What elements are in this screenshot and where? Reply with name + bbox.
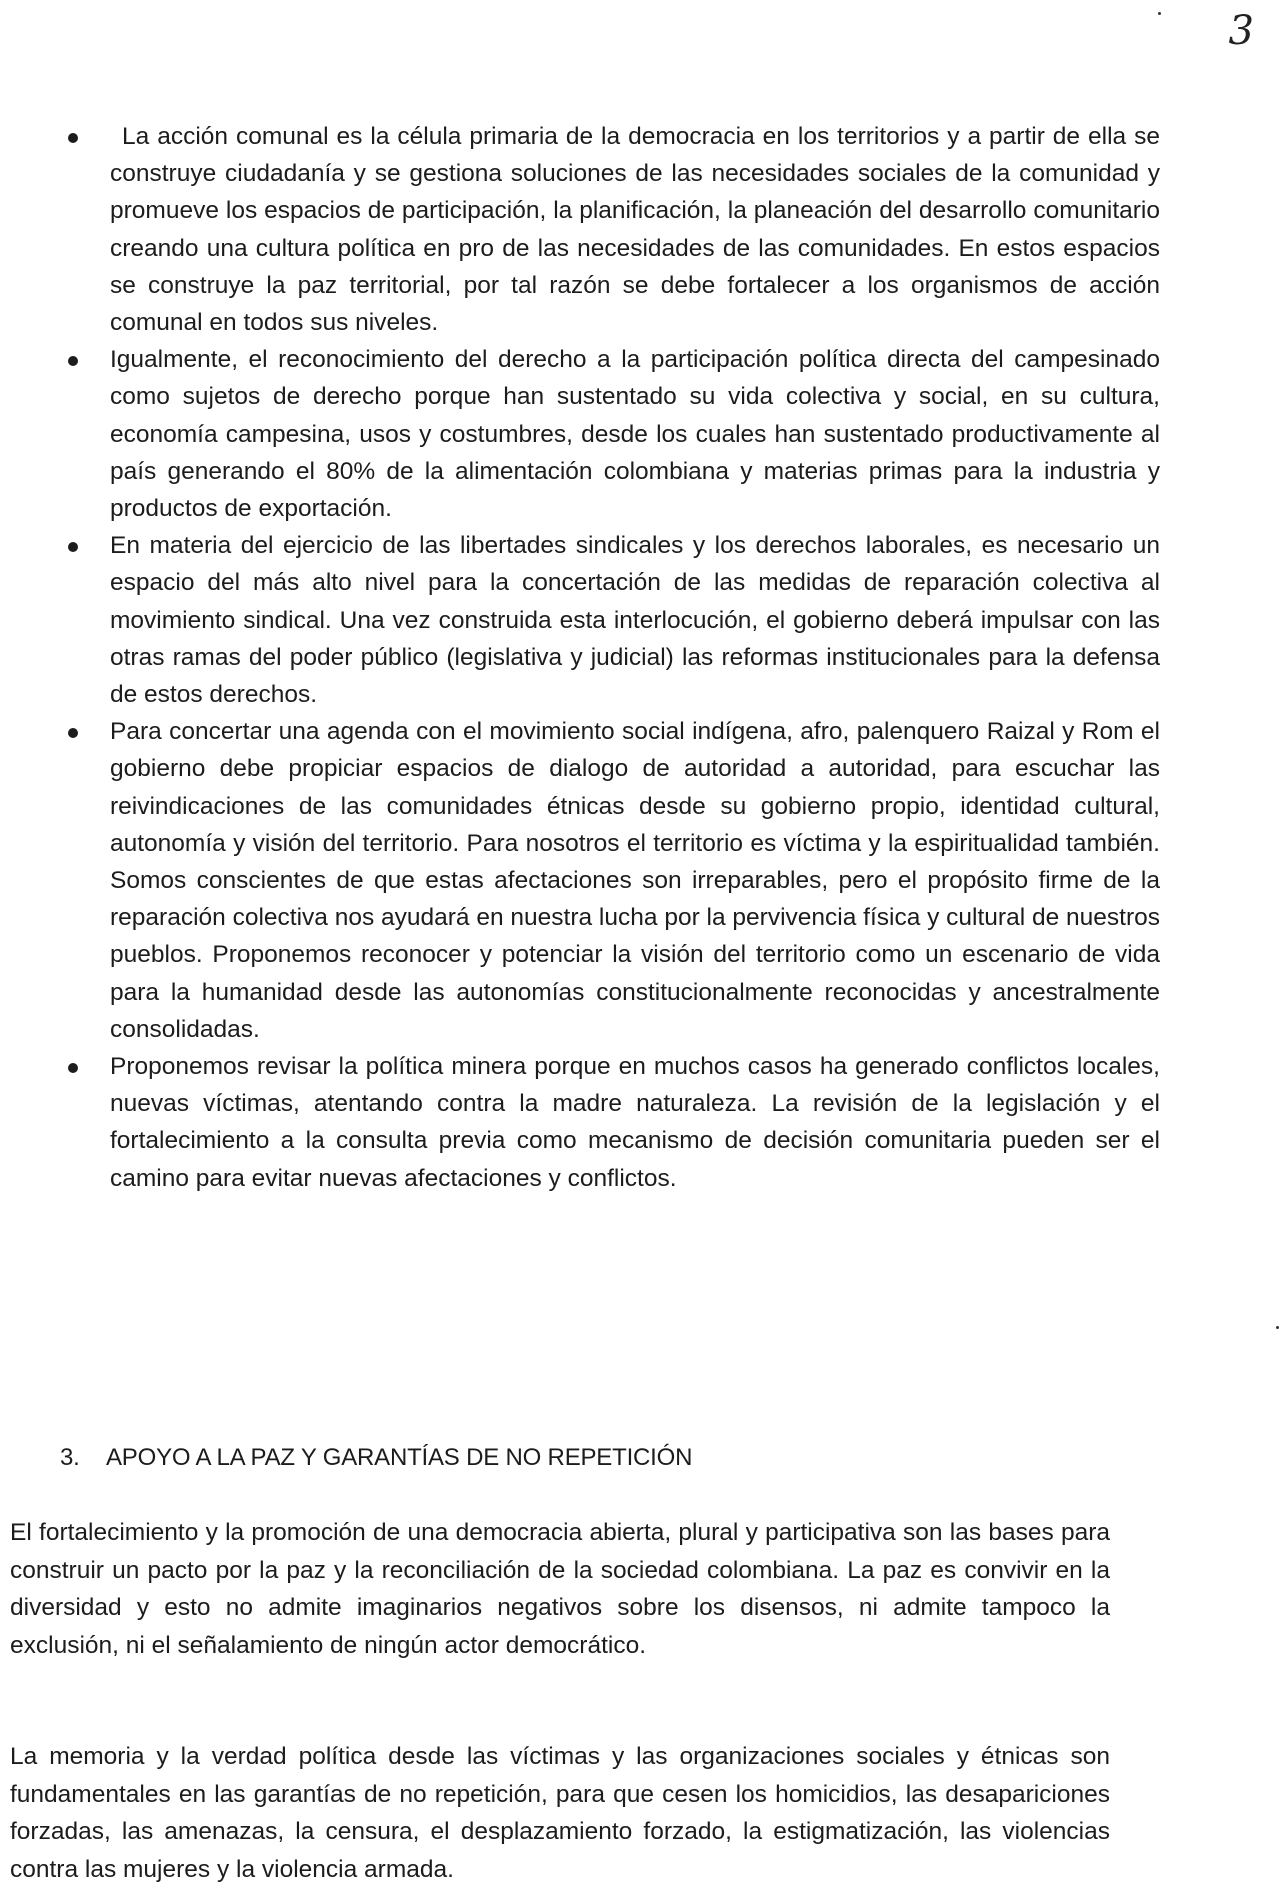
bullet-text: La acción comunal es la célula primaria de la democracia en los territorios y a partir de ella se construye ciudadanía y se gestiona soluciones de las necesidades sociales de la comunidad y promueve los espacios de participación, la planificación, la planeación del desarrollo comunitario creando una cultura política en pro de las necesidades de las comunidades. En estos espacios se construye la paz territorial, por tal razón se debe fortalecer a los organismos de acción comunal en todos sus niveles. <box>110 123 1160 337</box>
scan-speck <box>1276 1326 1279 1329</box>
bullet-item <box>60 118 1160 341</box>
bullet-dot-icon <box>68 356 78 366</box>
bullet-list <box>60 118 1160 1197</box>
bullet-dot-icon <box>68 133 78 143</box>
bullet-item <box>60 341 1160 527</box>
bullet-item <box>60 527 1160 713</box>
body-paragraph: La memoria y la verdad política desde las víctimas y las organizaciones sociales y étnicas son fundamentales en las garantías de no repetición, para que cesen los homicidios, las desapariciones forzadas, las amenazas, la censura, el desplazamiento forzado, la estigmatización, las violencias contra las mujeres y la violencia armada. <box>10 1743 1110 1883</box>
page-number: 3 <box>1228 8 1254 54</box>
bullet-dot-icon <box>68 1063 78 1073</box>
section-heading <box>60 1444 1160 1472</box>
bullet-text: Proponemos revisar la política minera porque en muchos casos ha generado conflictos locales, nuevas víctimas, atentando contra la madre naturaleza. La revisión de la legislación y el fortalecimiento a la consulta previa como mecanismo de decisión comunitaria pueden ser el camino para evitar nuevas afectaciones y conflictos. <box>110 1053 1160 1192</box>
scan-speck <box>1158 12 1161 15</box>
bullet-text: Igualmente, el reconocimiento del derecho a la participación política directa del campesinado como sujetos de derecho porque han sustentado su vida colectiva y social, en su cultura, economía campesina, usos y costumbres, desde los cuales han sustentado productivamente al país generando el 80% de la alimentación colombiana y materias primas para la industria y productos de exportación. <box>110 346 1160 523</box>
section-title: APOYO A LA PAZ Y GARANTÍAS DE NO REPETICIÓN <box>106 1444 693 1471</box>
bullet-item <box>60 1048 1160 1197</box>
bullet-dot-icon <box>68 728 78 738</box>
body-paragraph: El fortalecimiento y la promoción de una democracia abierta, plural y participativa son las bases para construir un pacto por la paz y la reconciliación de la sociedad colombiana. La paz es convivir en la diversidad y esto no admite imaginarios negativos sobre los disensos, ni admite tampoco la exclusión, ni el señalamiento de ningún actor democrático. <box>10 1519 1110 1659</box>
bullet-text: Para concertar una agenda con el movimiento social indígena, afro, palenquero Raizal y Rom el gobierno debe propiciar espacios de dialogo de autoridad a autoridad, para escuchar las reivindicaciones de las comunidades étnicas desde su gobierno propio, identidad cultural, autonomía y visión del territorio. Para nosotros el territorio es víctima y la espiritualidad también. Somos conscientes de que estas afectaciones son irreparables, pero el propósito firme de la reparación colectiva nos ayudará en nuestra lucha por la pervivencia física y cultural de nuestros pueblos. Proponemos reconocer y potenciar la visión del territorio como un escenario de vida para la humanidad desde las autonomías constitucionalmente reconocidas y ancestralmente consolidadas. <box>110 718 1160 1043</box>
section-number: 3. <box>60 1444 80 1471</box>
bullet-text: En materia del ejercicio de las libertades sindicales y los derechos laborales, es necesario un espacio del más alto nivel para la concertación de las medidas de reparación colectiva al movimiento sindical. Una vez construida esta interlocución, el gobierno deberá impulsar con las otras ramas del poder público (legislativa y judicial) las reformas institucionales para la defensa de estos derechos. <box>110 532 1160 709</box>
bullet-item <box>60 713 1160 1048</box>
bullet-dot-icon <box>68 542 78 552</box>
